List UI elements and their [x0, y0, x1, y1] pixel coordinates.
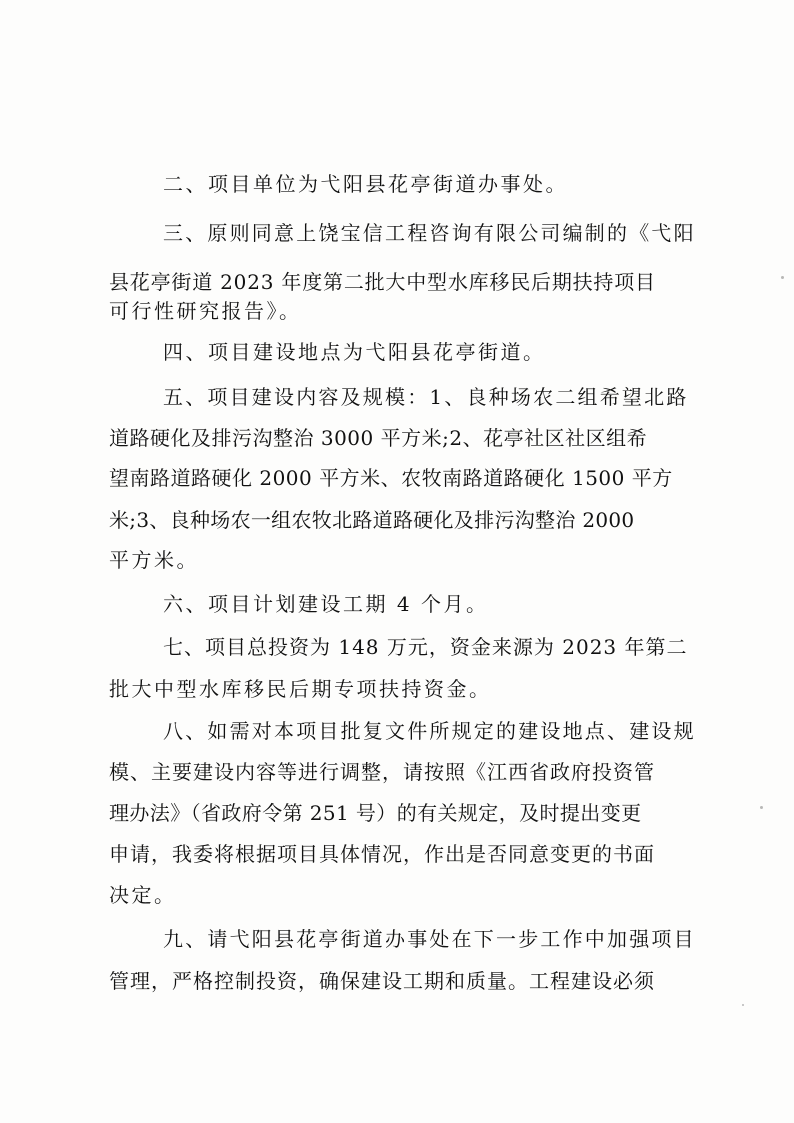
paragraph-line: 二、项目单位为弋阳县花亭街道办事处。: [163, 172, 568, 196]
paragraph-line: 四、项目建设地点为弋阳县花亭街道。: [163, 340, 546, 364]
paragraph-line: 五、项目建设内容及规模：1、良种场农二组希望北路: [163, 385, 689, 409]
paragraph-line: 八、如需对本项目批复文件所规定的建设地点、建设规: [163, 719, 696, 743]
paragraph-line: 六、项目计划建设工期 4 个月。: [163, 592, 489, 616]
scan-speck: [742, 1004, 744, 1006]
paragraph-line: 申请，我委将根据项目具体情况，作出是否同意变更的书面: [109, 842, 655, 866]
paragraph-line: 望南路道路硬化 2000 平方米、农牧南路道路硬化 1500 平方: [109, 466, 673, 490]
paragraph-line: 批大中型水库移民后期专项扶持资金。: [109, 677, 492, 701]
paragraph-line: 县花亭街道 2023 年度第二批大中型水库移民后期扶持项目: [109, 270, 656, 294]
paragraph-line: 决定。: [109, 883, 177, 907]
paragraph-line: 可行性研究报告》。: [109, 299, 302, 323]
paragraph-line: 道路硬化及排污沟整治 3000 平方米;2、花亭社区社区组希: [109, 426, 648, 450]
paragraph-line: 七、项目总投资为 148 万元，资金来源为 2023 年第二: [163, 635, 688, 659]
paragraph-line: 三、原则同意上饶宝信工程咨询有限公司编制的《弋阳: [163, 221, 696, 245]
scan-speck: [760, 806, 763, 809]
paragraph-line: 平方米。: [109, 548, 199, 572]
paragraph-line: 管理，严格控制投资，确保建设工期和质量。工程建设必须: [109, 969, 655, 993]
paragraph-line: 九、请弋阳县花亭街道办事处在下一步工作中加强项目: [163, 927, 696, 951]
paragraph-line: 模、主要建设内容等进行调整，请按照《江西省政府投资管: [109, 760, 655, 784]
paragraph-line: 米;3、良种场农一组农牧北路道路硬化及排污沟整治 2000: [109, 508, 635, 532]
scan-speck: [781, 276, 784, 279]
paragraph-line: 理办法》（省政府令第 251 号）的有关规定，及时提出变更: [109, 801, 642, 825]
